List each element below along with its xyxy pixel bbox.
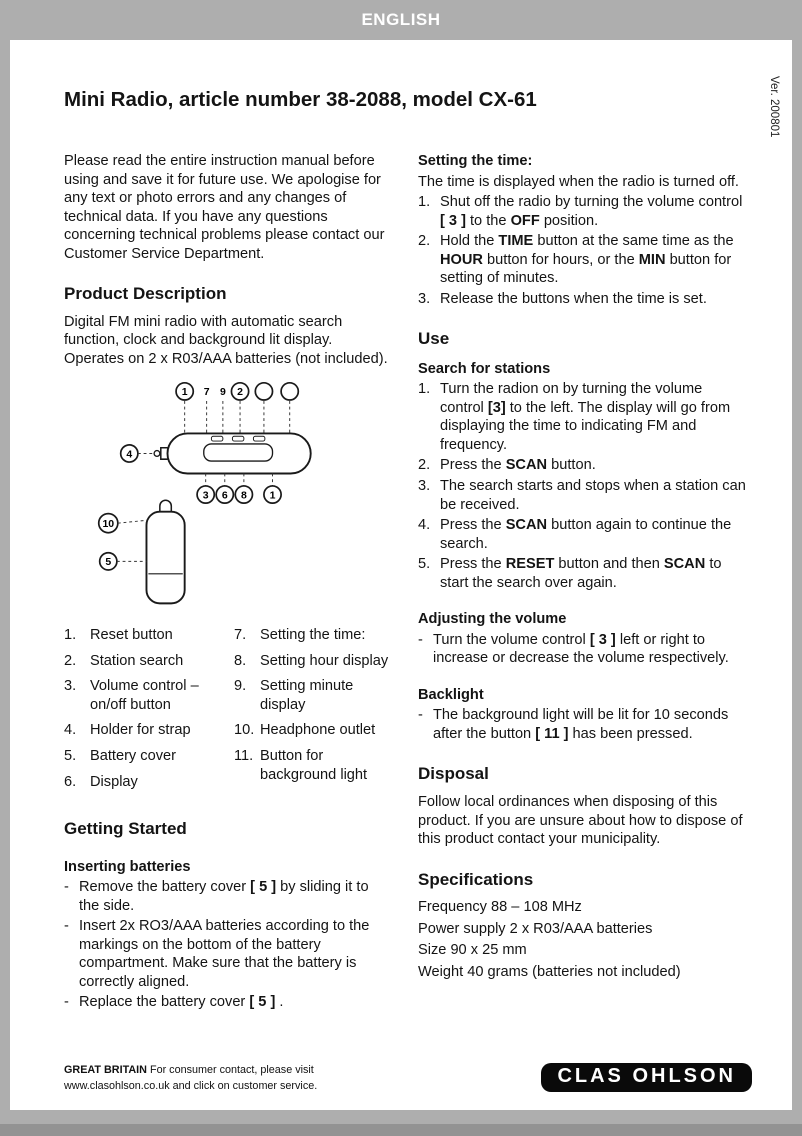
list-item: 2. Hold the TIME button at the same time as the HOUR button for hours, or the MIN button for setting of minutes. [418, 233, 734, 287]
subheading-adjusting-volume: Adjusting the volume [418, 611, 567, 628]
list-item: 5. Press the RESET button and then SCAN to start the search over again. [418, 556, 722, 591]
list-item: - Insert 2x RO3/AAA batteries according to the markings on the bottom of the battery compartment. Make sure that the battery is correctly aligned. [64, 918, 370, 990]
heading-getting-started: Getting Started [64, 819, 187, 839]
intro-paragraph: Please read the entire instruction manual before using and save it for future use. We apologise for any text or photo errors and any changes of technical data. If you have any questions concerning technical problems please contact our Customer Service Department. [64, 153, 385, 262]
subheading-backlight: Backlight [418, 686, 484, 703]
left-column [64, 152, 392, 1014]
parts-list [64, 626, 392, 798]
heading-product-description: Product Description [64, 284, 227, 304]
list-item: 2. Press the SCAN button. [418, 457, 596, 474]
part-item: 7. Setting the time: [234, 627, 366, 644]
clas-ohlson-logo: CLAS OHLSON [541, 1063, 752, 1092]
subheading-setting-time: Setting the time: [418, 153, 533, 169]
part-item: 8. Setting hour display [234, 652, 389, 669]
svg-text:1: 1 [269, 489, 276, 502]
page-title: Mini Radio, article number 38-2088, model CX-61 [64, 88, 537, 111]
language-label: ENGLISH [361, 10, 441, 29]
spec-weight: Weight 40 grams (batteries not included) [418, 963, 681, 980]
footer-region: GREAT BRITAIN [64, 1063, 147, 1076]
bottom-border-strip [0, 1124, 802, 1136]
manual-page [10, 40, 792, 1110]
heading-disposal: Disposal [418, 764, 489, 784]
language-header-bar [0, 0, 802, 40]
spec-frequency: Frequency 88 – 108 MHz [418, 899, 582, 916]
part-item: 3. Volume control – on/off button [64, 678, 199, 713]
parts-list-left [64, 626, 220, 798]
svg-text:8: 8 [240, 489, 247, 502]
svg-text:9: 9 [219, 386, 226, 399]
radio-diagram-svg [72, 378, 368, 612]
footer-contact-body: For consumer contact, please visit www.clasohlson.co.uk and click on customer service. [64, 1063, 318, 1092]
radio-diagram [72, 378, 392, 612]
svg-text:5: 5 [105, 556, 112, 569]
list-item: 3. Release the buttons when the time is set. [418, 290, 707, 307]
list-item: - Turn the volume control [ 3 ] left or right to increase or decrease the volume respectively. [418, 631, 729, 667]
parts-list-right [234, 626, 390, 798]
subheading-inserting-batteries: Inserting batteries [64, 858, 191, 875]
list-item: - Remove the battery cover [ 5 ] by sliding it to the side. [64, 879, 369, 914]
heading-specifications: Specifications [418, 869, 534, 889]
svg-text:1: 1 [181, 386, 188, 399]
page-content [10, 40, 792, 1110]
heading-use: Use [418, 329, 450, 349]
part-item: 2. Station search [64, 652, 184, 669]
part-item: 1. Reset button [64, 627, 173, 644]
list-item: - The background light will be lit for 10 seconds after the button [ 11 ] has been pressed. [418, 707, 729, 742]
part-item: 4. Holder for strap [64, 722, 191, 739]
list-item: 1. Turn the radion on by turning the volume control [3] to the left. The display will go from displaying the time to indicating FM and frequency. [418, 381, 731, 453]
svg-text:7: 7 [203, 386, 210, 399]
spec-size: Size 90 x 25 mm [418, 942, 527, 959]
part-item: 6. Display [64, 773, 138, 790]
product-description-body: Digital FM mini radio with automatic search function, clock and background lit display. Operates on 2 x R03/AAA batteries (not included). [64, 313, 388, 367]
list-item: 4. Press the SCAN button again to continue the search. [418, 517, 732, 552]
version-label: Ver. 200801 [768, 76, 780, 138]
spec-power-supply: Power supply 2 x R03/AAA batteries [418, 920, 653, 937]
part-item: 5. Battery cover [64, 748, 176, 765]
svg-text:3: 3 [202, 489, 209, 502]
svg-text:10: 10 [102, 518, 115, 531]
part-item: 10. Headphone outlet [234, 722, 376, 739]
footer-contact-text [64, 1062, 416, 1094]
part-item: 9. Setting minute display [234, 678, 354, 713]
part-item: 11. Button for background light [234, 748, 368, 783]
disposal-body: Follow local ordinances when disposing of this product. If you are unsure about how to dispose of this product contact your municipality. [418, 793, 743, 848]
setting-time-intro: The time is displayed when the radio is turned off. [418, 173, 739, 190]
svg-text:6: 6 [221, 489, 228, 502]
subheading-search-for-stations: Search for stations [418, 360, 551, 377]
list-item: 1. Shut off the radio by turning the volume control [ 3 ] to the OFF position. [418, 194, 743, 229]
list-item: - Replace the battery cover [ 5 ] . [64, 994, 284, 1011]
svg-text:2: 2 [237, 386, 243, 399]
right-column [418, 152, 746, 1014]
page-footer [64, 1062, 752, 1094]
svg-text:4: 4 [126, 448, 133, 461]
list-item: 3. The search starts and stops when a station can be received. [418, 478, 746, 513]
